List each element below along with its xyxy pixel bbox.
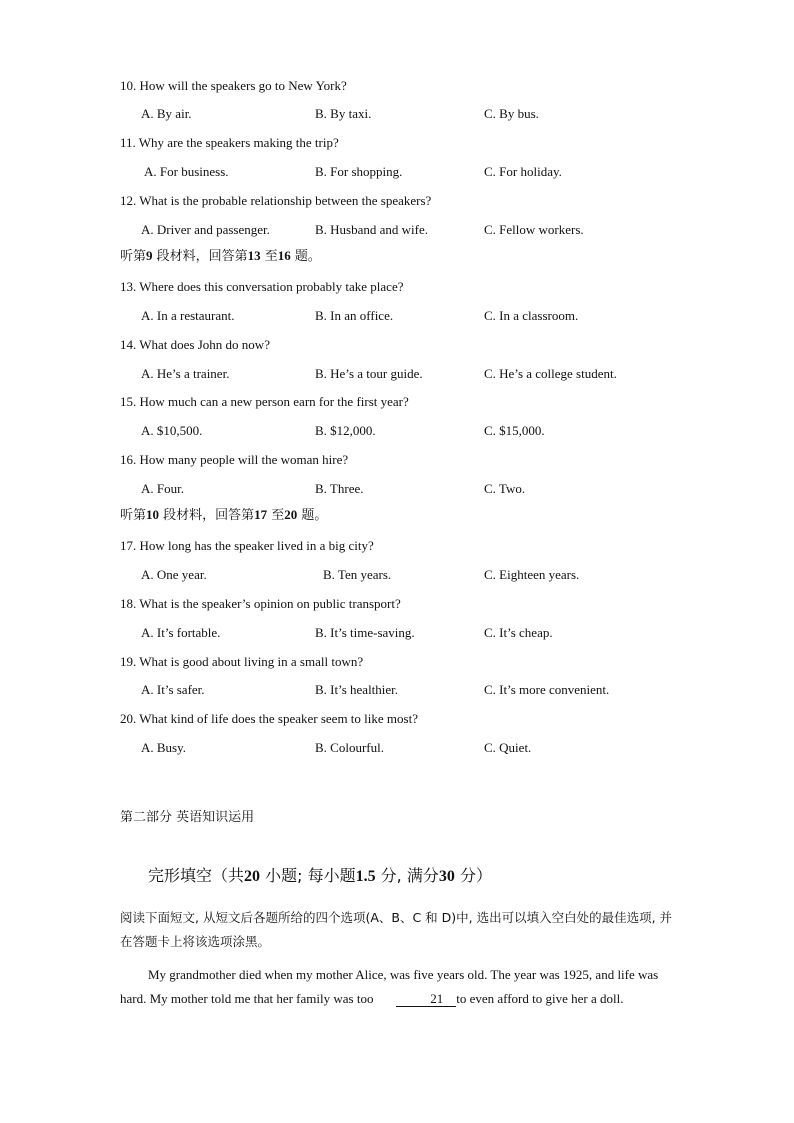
cloze-passage: My grandmother died when my mother Alice, was five years old. The year was 1925, and life was hard. My mother told me that her family was too 21 to even afford to give her a doll. [120, 967, 659, 1006]
blank-21: 21 [396, 992, 456, 1007]
option-15a: A. $10,500. [141, 423, 203, 438]
option-10c: C. By bus. [484, 106, 539, 121]
option-17a: A. One year. [141, 567, 207, 582]
question-11: 11. Why are the speakers making the trip? [120, 135, 339, 150]
question-20: 20. What kind of life does the speaker seem to like most? [120, 711, 418, 726]
option-16a: A. Four. [141, 481, 184, 496]
cloze-instructions: 阅读下面短文, 从短文后各题所给的四个选项(A、B、C 和 D)中, 选出可以填入空白处的最佳选项, 并在答题卡上将该选项涂黑。 [120, 910, 673, 949]
option-12b: B. Husband and wife. [315, 222, 429, 237]
section-9-header: 听第9 段材料，回答第13 至16 题。 [120, 248, 321, 264]
question-12: 12. What is the probable relationship between the speakers? [120, 193, 432, 208]
option-13b: B. In an office. [315, 308, 394, 323]
cloze-section-title: 完形填空（共20 小题; 每小题1.5 分, 满分30 分） [148, 866, 492, 885]
option-16c: C. Two. [484, 481, 526, 496]
question-17: 17. How long has the speaker lived in a big city? [120, 538, 374, 553]
section-10-header: 听第10 段材料，回答第17 至20 题。 [120, 507, 328, 523]
question-14: 14. What does John do now? [120, 337, 270, 352]
option-12a: A. Driver and passenger. [141, 222, 270, 237]
option-19c: C. It’s more convenient. [484, 682, 610, 697]
option-20a: A. Busy. [141, 740, 187, 755]
part-two-title: 第二部分 英语知识运用 [120, 810, 255, 825]
option-12c: C. Fellow workers. [484, 222, 584, 237]
option-11a: A. For business. [144, 164, 229, 179]
option-14a: A. He’s a trainer. [141, 366, 230, 381]
option-20b: B. Colourful. [315, 740, 384, 755]
option-15c: C. $15,000. [484, 423, 545, 438]
option-20c: C. Quiet. [484, 740, 532, 755]
option-18a: A. It’s fortable. [141, 625, 221, 640]
question-19: 19. What is good about living in a small town? [120, 654, 364, 669]
option-18b: B. It’s time-saving. [315, 625, 415, 640]
option-14b: B. He’s a tour guide. [315, 366, 423, 381]
question-16: 16. How many people will the woman hire? [120, 452, 349, 467]
question-10: 10. How will the speakers go to New York? [120, 78, 347, 93]
option-13a: A. In a restaurant. [141, 308, 235, 323]
option-17c: C. Eighteen years. [484, 567, 580, 582]
option-16b: B. Three. [315, 481, 364, 496]
option-10a: A. By air. [141, 106, 192, 121]
option-10b: B. By taxi. [315, 106, 372, 121]
option-14c: C. He’s a college student. [484, 366, 617, 381]
option-15b: B. $12,000. [315, 423, 376, 438]
option-19b: B. It’s healthier. [315, 682, 399, 697]
option-11c: C. For holiday. [484, 164, 562, 179]
option-17b: B. Ten years. [323, 567, 392, 582]
option-11b: B. For shopping. [315, 164, 403, 179]
option-18c: C. It’s cheap. [484, 625, 553, 640]
question-18: 18. What is the speaker’s opinion on public transport? [120, 596, 401, 611]
option-19a: A. It’s safer. [141, 682, 205, 697]
option-13c: C. In a classroom. [484, 308, 579, 323]
question-15: 15. How much can a new person earn for the first year? [120, 394, 409, 409]
question-13: 13. Where does this conversation probably take place? [120, 279, 404, 294]
